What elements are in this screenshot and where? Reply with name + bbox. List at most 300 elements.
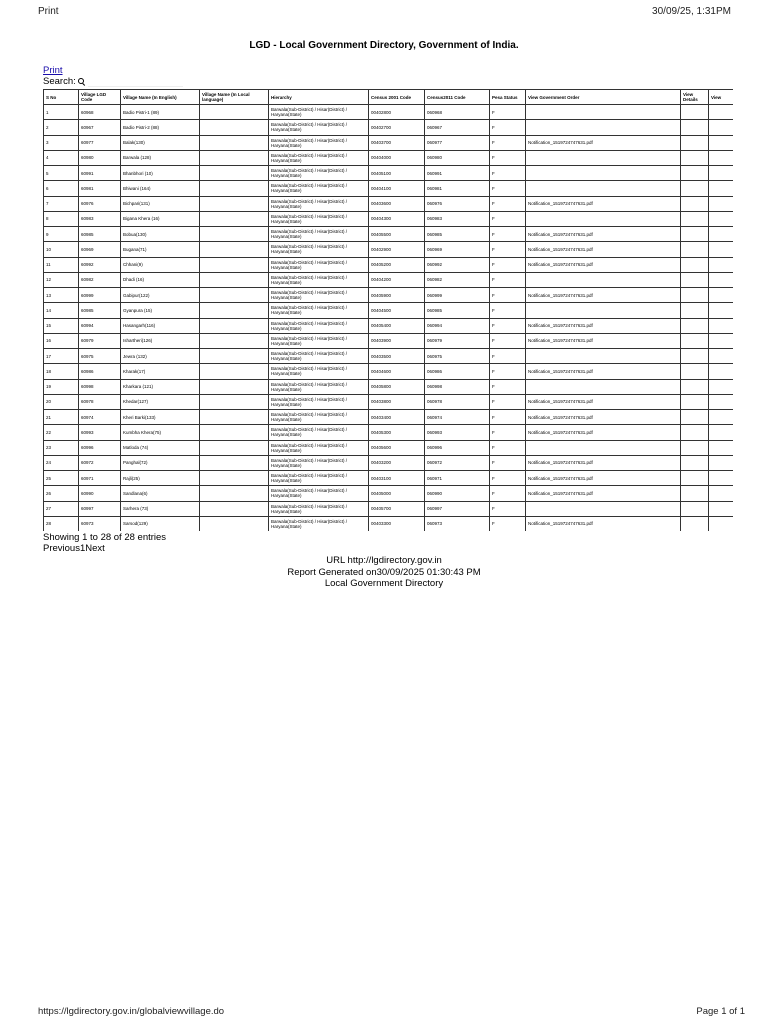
- cell-lgd-code: 60973: [79, 516, 121, 531]
- cell-government-order: [526, 105, 681, 120]
- cell-census-2001: 00403700: [369, 135, 425, 150]
- cell-village-name-local: [200, 333, 269, 348]
- cell-view-details[interactable]: [681, 303, 709, 318]
- cell-census-2001: 00403500: [369, 349, 425, 364]
- table-row: [44, 333, 734, 348]
- cell-view[interactable]: [709, 196, 734, 211]
- cell-lgd-code: 60986: [79, 364, 121, 379]
- cell-s-no: 11: [44, 257, 79, 272]
- cell-village-name-local: [200, 440, 269, 455]
- cell-s-no: 8: [44, 211, 79, 226]
- cell-government-order[interactable]: Notification_1519724747631.pdf: [526, 333, 681, 348]
- cell-lgd-code: 60980: [79, 150, 121, 165]
- cell-s-no: 16: [44, 333, 79, 348]
- cell-census-2001: 00405300: [369, 425, 425, 440]
- cell-view[interactable]: [709, 410, 734, 425]
- cell-hierarchy: Barwala(Sub-District) / Hisar(District) / Haryana(State): [269, 272, 369, 287]
- cell-view-details[interactable]: [681, 120, 709, 135]
- cell-hierarchy: Barwala(Sub-District) / Hisar(District) / Haryana(State): [269, 257, 369, 272]
- cell-view-details[interactable]: [681, 379, 709, 394]
- cell-government-order: [526, 303, 681, 318]
- cell-s-no: 22: [44, 425, 79, 440]
- cell-view[interactable]: [709, 227, 734, 242]
- cell-village-name-local: [200, 181, 269, 196]
- cell-view-details[interactable]: [681, 196, 709, 211]
- cell-lgd-code: 60992: [79, 257, 121, 272]
- cell-government-order[interactable]: Notification_1519724747631.pdf: [526, 242, 681, 257]
- table-row: [44, 181, 734, 196]
- cell-government-order: [526, 501, 681, 516]
- cell-census-2001: 00405400: [369, 318, 425, 333]
- column-header-pesa-status[interactable]: Pesa Status: [490, 90, 526, 105]
- cell-village-name-local: [200, 486, 269, 501]
- table-row: [44, 349, 734, 364]
- cell-village-name: Hasangarh(116): [121, 318, 200, 333]
- column-header-census-2001[interactable]: Census 2001 Code: [369, 90, 425, 105]
- cell-census-2001: 00405600: [369, 440, 425, 455]
- table-row: [44, 166, 734, 181]
- column-header-village-name-local[interactable]: Village Name (In Local language): [200, 90, 269, 105]
- cell-pesa-status: F: [490, 166, 526, 181]
- cell-census-2001: 00402900: [369, 242, 425, 257]
- cell-village-name: Rajli(25): [121, 471, 200, 486]
- cell-view[interactable]: [709, 516, 734, 531]
- cell-census-2011: 060986: [425, 364, 490, 379]
- cell-government-order: [526, 150, 681, 165]
- cell-village-name-local: [200, 211, 269, 226]
- cell-census-2011: 060967: [425, 120, 490, 135]
- cell-village-name: Kheri Barki(133): [121, 410, 200, 425]
- cell-view[interactable]: [709, 333, 734, 348]
- cell-view[interactable]: [709, 288, 734, 303]
- cell-census-2011: 060968: [425, 105, 490, 120]
- cell-government-order[interactable]: Notification_1519724747631.pdf: [526, 364, 681, 379]
- cell-pesa-status: F: [490, 440, 526, 455]
- cell-census-2011: 060985: [425, 227, 490, 242]
- cell-village-name-local: [200, 272, 269, 287]
- cell-census-2001: 00404200: [369, 272, 425, 287]
- cell-view[interactable]: [709, 471, 734, 486]
- cell-census-2001: 00403100: [369, 471, 425, 486]
- cell-village-name-local: [200, 166, 269, 181]
- cell-view[interactable]: [709, 211, 734, 226]
- cell-census-2001: 00403600: [369, 196, 425, 211]
- cell-government-order: [526, 181, 681, 196]
- cell-s-no: 10: [44, 242, 79, 257]
- cell-census-2001: 00403300: [369, 516, 425, 531]
- cell-lgd-code: 60974: [79, 410, 121, 425]
- table-row: [44, 242, 734, 257]
- table-header-row: [44, 90, 734, 105]
- search-icon: [78, 78, 86, 86]
- cell-government-order[interactable]: Notification_1519724747631.pdf: [526, 196, 681, 211]
- cell-village-name-local: [200, 516, 269, 531]
- cell-village-name: Khedar(127): [121, 394, 200, 409]
- pagination-page-1[interactable]: 1: [79, 543, 86, 554]
- cell-village-name: Bhiwani (164): [121, 181, 200, 196]
- cell-census-2011: 060972: [425, 455, 490, 470]
- cell-census-2001: 00402700: [369, 120, 425, 135]
- pagination-previous[interactable]: Previous: [43, 543, 80, 554]
- cell-pesa-status: F: [490, 196, 526, 211]
- cell-hierarchy: Barwala(Sub-District) / Hisar(District) / Haryana(State): [269, 455, 369, 470]
- cell-government-order[interactable]: Notification_1519724747631.pdf: [526, 135, 681, 150]
- cell-s-no: 27: [44, 501, 79, 516]
- cell-s-no: 1: [44, 105, 79, 120]
- cell-village-name: Badio Pistri-1 (89): [121, 105, 200, 120]
- cell-view-details[interactable]: [681, 486, 709, 501]
- cell-lgd-code: 60981: [79, 181, 121, 196]
- cell-pesa-status: F: [490, 135, 526, 150]
- village-table-container: [43, 89, 733, 531]
- cell-village-name: Dhadi (16): [121, 272, 200, 287]
- print-header-datetime: 30/09/25, 1:31PM: [652, 6, 731, 17]
- cell-view[interactable]: [709, 364, 734, 379]
- cell-s-no: 6: [44, 181, 79, 196]
- cell-view-details[interactable]: [681, 425, 709, 440]
- cell-view[interactable]: [709, 150, 734, 165]
- cell-village-name: Gyanpura (15): [121, 303, 200, 318]
- cell-s-no: 4: [44, 150, 79, 165]
- cell-view[interactable]: [709, 486, 734, 501]
- cell-pesa-status: F: [490, 364, 526, 379]
- cell-census-2011: 060969: [425, 242, 490, 257]
- cell-government-order[interactable]: Notification_1519724747631.pdf: [526, 471, 681, 486]
- cell-village-name: Bigana Khera (16): [121, 211, 200, 226]
- cell-government-order: [526, 166, 681, 181]
- cell-s-no: 23: [44, 440, 79, 455]
- cell-hierarchy: Barwala(Sub-District) / Hisar(District) / Haryana(State): [269, 440, 369, 455]
- cell-village-name-local: [200, 242, 269, 257]
- cell-village-name: Bobua(130): [121, 227, 200, 242]
- cell-view-details[interactable]: [681, 288, 709, 303]
- cell-s-no: 17: [44, 349, 79, 364]
- table-row: [44, 501, 734, 516]
- cell-hierarchy: Barwala(Sub-District) / Hisar(District) / Haryana(State): [269, 288, 369, 303]
- cell-village-name-local: [200, 318, 269, 333]
- cell-village-name-local: [200, 150, 269, 165]
- table-row: [44, 394, 734, 409]
- table-row: [44, 318, 734, 333]
- cell-pesa-status: F: [490, 425, 526, 440]
- cell-village-name-local: [200, 349, 269, 364]
- cell-view[interactable]: [709, 379, 734, 394]
- table-row: [44, 257, 734, 272]
- cell-view[interactable]: [709, 181, 734, 196]
- cell-village-name: Bhanbhori (10): [121, 166, 200, 181]
- cell-view[interactable]: [709, 272, 734, 287]
- cell-census-2011: 060980: [425, 150, 490, 165]
- cell-hierarchy: Barwala(Sub-District) / Hisar(District) / Haryana(State): [269, 211, 369, 226]
- cell-s-no: 20: [44, 394, 79, 409]
- cell-village-name-local: [200, 257, 269, 272]
- cell-pesa-status: F: [490, 318, 526, 333]
- cell-s-no: 19: [44, 379, 79, 394]
- cell-view[interactable]: [709, 501, 734, 516]
- cell-lgd-code: 60968: [79, 105, 121, 120]
- cell-view-details[interactable]: [681, 410, 709, 425]
- cell-view-details[interactable]: [681, 364, 709, 379]
- print-footer-page: Page 1 of 1: [696, 1006, 745, 1017]
- cell-lgd-code: 60985: [79, 227, 121, 242]
- cell-hierarchy: Barwala(Sub-District) / Hisar(District) / Haryana(State): [269, 181, 369, 196]
- search-bar: [43, 76, 183, 87]
- cell-village-name-local: [200, 379, 269, 394]
- cell-government-order[interactable]: Notification_1519724747631.pdf: [526, 486, 681, 501]
- cell-census-2001: 00405700: [369, 501, 425, 516]
- cell-government-order: [526, 440, 681, 455]
- cell-census-2001: 00405100: [369, 166, 425, 181]
- footer-generated: Report Generated on30/09/2025 01:30:43 PM: [287, 566, 481, 578]
- cell-view[interactable]: [709, 303, 734, 318]
- cell-pesa-status: F: [490, 379, 526, 394]
- cell-hierarchy: Barwala(Sub-District) / Hisar(District) / Haryana(State): [269, 242, 369, 257]
- cell-hierarchy: Barwala(Sub-District) / Hisar(District) / Haryana(State): [269, 471, 369, 486]
- cell-census-2001: 00404000: [369, 150, 425, 165]
- cell-pesa-status: F: [490, 227, 526, 242]
- cell-pesa-status: F: [490, 501, 526, 516]
- cell-lgd-code: 60990: [79, 486, 121, 501]
- cell-hierarchy: Barwala(Sub-District) / Hisar(District) / Haryana(State): [269, 135, 369, 150]
- cell-hierarchy: Barwala(Sub-District) / Hisar(District) / Haryana(State): [269, 425, 369, 440]
- cell-hierarchy: Barwala(Sub-District) / Hisar(District) / Haryana(State): [269, 379, 369, 394]
- cell-government-order: [526, 211, 681, 226]
- cell-view-details[interactable]: [681, 394, 709, 409]
- cell-lgd-code: 60994: [79, 318, 121, 333]
- cell-view[interactable]: [709, 257, 734, 272]
- cell-village-name-local: [200, 394, 269, 409]
- cell-view[interactable]: [709, 105, 734, 120]
- cell-pesa-status: F: [490, 486, 526, 501]
- cell-hierarchy: Barwala(Sub-District) / Hisar(District) / Haryana(State): [269, 501, 369, 516]
- cell-village-name: Kharak(17): [121, 364, 200, 379]
- cell-village-name-local: [200, 135, 269, 150]
- cell-census-2011: 060996: [425, 440, 490, 455]
- cell-census-2011: 060982: [425, 272, 490, 287]
- cell-view[interactable]: [709, 135, 734, 150]
- cell-view-details[interactable]: [681, 227, 709, 242]
- table-row: [44, 105, 734, 120]
- column-header-census-2011[interactable]: Census2011 Code: [425, 90, 490, 105]
- cell-view-details[interactable]: [681, 440, 709, 455]
- cell-census-2011: 060977: [425, 135, 490, 150]
- cell-s-no: 18: [44, 364, 79, 379]
- cell-village-name-local: [200, 105, 269, 120]
- table-row: [44, 288, 734, 303]
- cell-census-2001: 00405200: [369, 257, 425, 272]
- cell-view-details[interactable]: [681, 318, 709, 333]
- cell-census-2001: 00405800: [369, 379, 425, 394]
- cell-government-order[interactable]: Notification_1519724747631.pdf: [526, 288, 681, 303]
- cell-view-details[interactable]: [681, 211, 709, 226]
- cell-view[interactable]: [709, 455, 734, 470]
- column-header-village-name-english[interactable]: Village Name (In English): [121, 90, 200, 105]
- print-link[interactable]: Print: [43, 65, 63, 76]
- cell-pesa-status: F: [490, 257, 526, 272]
- cell-view[interactable]: [709, 349, 734, 364]
- report-footer: [0, 555, 768, 590]
- cell-hierarchy: Barwala(Sub-District) / Hisar(District) / Haryana(State): [269, 166, 369, 181]
- cell-hierarchy: Barwala(Sub-District) / Hisar(District) / Haryana(State): [269, 105, 369, 120]
- cell-government-order[interactable]: Notification_1519724747631.pdf: [526, 410, 681, 425]
- cell-census-2011: 060992: [425, 257, 490, 272]
- cell-village-name: Ishartheri(126): [121, 333, 200, 348]
- cell-village-name: Bichpari(131): [121, 196, 200, 211]
- cell-lgd-code: 60983: [79, 211, 121, 226]
- cell-view-details[interactable]: [681, 105, 709, 120]
- cell-hierarchy: Barwala(Sub-District) / Hisar(District) / Haryana(State): [269, 516, 369, 531]
- cell-pesa-status: F: [490, 288, 526, 303]
- cell-view-details[interactable]: [681, 349, 709, 364]
- cell-census-2001: 00402800: [369, 105, 425, 120]
- cell-view-details[interactable]: [681, 135, 709, 150]
- table-row: [44, 135, 734, 150]
- cell-s-no: 21: [44, 410, 79, 425]
- cell-lgd-code: 60996: [79, 440, 121, 455]
- search-label: Search:: [43, 76, 76, 87]
- cell-census-2011: 060991: [425, 166, 490, 181]
- page-title: LGD - Local Government Directory, Government of India.: [249, 40, 519, 51]
- cell-view[interactable]: [709, 440, 734, 455]
- cell-view[interactable]: [709, 242, 734, 257]
- cell-lgd-code: 60979: [79, 333, 121, 348]
- cell-census-2001: 00405000: [369, 486, 425, 501]
- cell-village-name-local: [200, 288, 269, 303]
- cell-view[interactable]: [709, 318, 734, 333]
- cell-view-details[interactable]: [681, 333, 709, 348]
- cell-lgd-code: 60997: [79, 501, 121, 516]
- cell-pesa-status: F: [490, 516, 526, 531]
- column-header-hierarchy[interactable]: Hierarchy: [269, 90, 369, 105]
- cell-village-name: Barwala (128): [121, 150, 200, 165]
- cell-pesa-status: F: [490, 333, 526, 348]
- cell-view-details[interactable]: [681, 272, 709, 287]
- cell-view-details[interactable]: [681, 471, 709, 486]
- cell-census-2011: 060981: [425, 181, 490, 196]
- cell-census-2011: 060975: [425, 349, 490, 364]
- cell-hierarchy: Barwala(Sub-District) / Hisar(District) / Haryana(State): [269, 394, 369, 409]
- column-header-s-no[interactable]: S No: [44, 90, 79, 105]
- cell-view[interactable]: [709, 394, 734, 409]
- cell-village-name-local: [200, 364, 269, 379]
- cell-view-details[interactable]: [681, 455, 709, 470]
- cell-village-name-local: [200, 227, 269, 242]
- cell-census-2001: 00404600: [369, 364, 425, 379]
- column-header-view-details[interactable]: View Details: [681, 90, 709, 105]
- print-footer-url: https://lgdirectory.gov.in/globalviewvillage.do: [38, 1006, 225, 1017]
- cell-village-name: Panghal(72): [121, 455, 200, 470]
- cell-census-2011: 060971: [425, 471, 490, 486]
- table-row: [44, 227, 734, 242]
- cell-census-2001: 00403200: [369, 455, 425, 470]
- cell-government-order[interactable]: Notification_1519724747631.pdf: [526, 516, 681, 531]
- cell-view[interactable]: [709, 166, 734, 181]
- cell-village-name: Matloda (74): [121, 440, 200, 455]
- table-row: [44, 272, 734, 287]
- cell-s-no: 15: [44, 318, 79, 333]
- cell-pesa-status: F: [490, 471, 526, 486]
- cell-village-name: Badio Pistri-2 (88): [121, 120, 200, 135]
- cell-hierarchy: Barwala(Sub-District) / Hisar(District) / Haryana(State): [269, 364, 369, 379]
- cell-view[interactable]: [709, 425, 734, 440]
- column-header-view[interactable]: View: [709, 90, 734, 105]
- cell-village-name: Kumbha Khera(75): [121, 425, 200, 440]
- cell-s-no: 25: [44, 471, 79, 486]
- cell-village-name-local: [200, 120, 269, 135]
- cell-government-order: [526, 349, 681, 364]
- cell-village-name-local: [200, 455, 269, 470]
- cell-pesa-status: F: [490, 242, 526, 257]
- cell-hierarchy: Barwala(Sub-District) / Hisar(District) / Haryana(State): [269, 120, 369, 135]
- cell-village-name-local: [200, 425, 269, 440]
- column-header-village-lgd-code[interactable]: Village LGD Code: [79, 90, 121, 105]
- pagination: [43, 543, 105, 554]
- cell-lgd-code: 60999: [79, 288, 121, 303]
- cell-village-name: Gabipur(122): [121, 288, 200, 303]
- table-row: [44, 516, 734, 531]
- search-input[interactable]: [88, 76, 183, 87]
- cell-view[interactable]: [709, 120, 734, 135]
- cell-government-order: [526, 120, 681, 135]
- table-row: [44, 303, 734, 318]
- cell-government-order[interactable]: Notification_1519724747631.pdf: [526, 257, 681, 272]
- cell-lgd-code: 60976: [79, 196, 121, 211]
- cell-lgd-code: 60971: [79, 471, 121, 486]
- cell-s-no: 14: [44, 303, 79, 318]
- cell-government-order[interactable]: Notification_1519724747631.pdf: [526, 318, 681, 333]
- cell-census-2001: 00404300: [369, 211, 425, 226]
- cell-government-order[interactable]: Notification_1519724747631.pdf: [526, 394, 681, 409]
- entries-info: Showing 1 to 28 of 28 entries: [43, 532, 167, 543]
- cell-village-name: Jewra (132): [121, 349, 200, 364]
- cell-government-order[interactable]: Notification_1519724747631.pdf: [526, 227, 681, 242]
- cell-government-order[interactable]: Notification_1519724747631.pdf: [526, 455, 681, 470]
- cell-census-2011: 060997: [425, 501, 490, 516]
- cell-view-details[interactable]: [681, 150, 709, 165]
- table-row: [44, 150, 734, 165]
- table-row: [44, 196, 734, 211]
- table-row: [44, 486, 734, 501]
- cell-census-2001: 00403900: [369, 333, 425, 348]
- cell-view-details[interactable]: [681, 501, 709, 516]
- cell-lgd-code: 60991: [79, 166, 121, 181]
- cell-hierarchy: Barwala(Sub-District) / Hisar(District) / Haryana(State): [269, 486, 369, 501]
- cell-government-order[interactable]: Notification_1519724747631.pdf: [526, 425, 681, 440]
- cell-s-no: 13: [44, 288, 79, 303]
- cell-village-name: Sarhera (73): [121, 501, 200, 516]
- cell-view-details[interactable]: [681, 516, 709, 531]
- cell-census-2011: 060973: [425, 516, 490, 531]
- cell-view-details[interactable]: [681, 242, 709, 257]
- cell-s-no: 12: [44, 272, 79, 287]
- cell-view-details[interactable]: [681, 166, 709, 181]
- table-row: [44, 410, 734, 425]
- cell-lgd-code: 60985: [79, 303, 121, 318]
- cell-pesa-status: F: [490, 272, 526, 287]
- pagination-next[interactable]: Next: [85, 543, 105, 554]
- cell-hierarchy: Barwala(Sub-District) / Hisar(District) / Haryana(State): [269, 227, 369, 242]
- cell-census-2001: 00405900: [369, 288, 425, 303]
- cell-census-2011: 060985: [425, 303, 490, 318]
- cell-view-details[interactable]: [681, 181, 709, 196]
- cell-s-no: 3: [44, 135, 79, 150]
- cell-view-details[interactable]: [681, 257, 709, 272]
- cell-lgd-code: 60978: [79, 394, 121, 409]
- cell-lgd-code: 60967: [79, 120, 121, 135]
- column-header-government-order[interactable]: View Government Order: [526, 90, 681, 105]
- cell-village-name-local: [200, 471, 269, 486]
- cell-village-name: Kharkara (121): [121, 379, 200, 394]
